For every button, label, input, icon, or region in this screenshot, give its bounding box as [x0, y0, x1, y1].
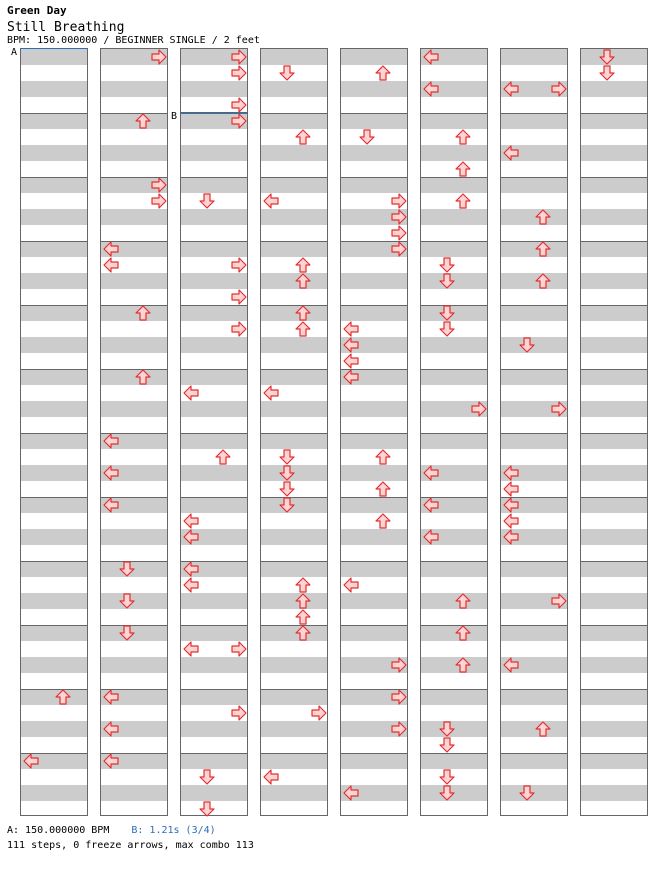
- measure-line: [581, 369, 647, 370]
- up-arrow-icon: [535, 241, 551, 257]
- measure-line: [341, 497, 407, 498]
- measure-line: [341, 113, 407, 114]
- up-arrow-icon: [295, 577, 311, 593]
- measure-line: [501, 369, 567, 370]
- up-arrow-icon: [535, 209, 551, 225]
- measure-line: [501, 561, 567, 562]
- measure-line: [181, 689, 247, 690]
- left-arrow-icon: [103, 721, 119, 737]
- left-arrow-icon: [343, 577, 359, 593]
- measure-line: [261, 561, 327, 562]
- measure-line: [421, 625, 487, 626]
- measure-line: [21, 561, 87, 562]
- footer-notes: [7, 825, 216, 836]
- right-arrow-icon: [231, 113, 247, 129]
- measure-line: [341, 625, 407, 626]
- measure-line: [21, 497, 87, 498]
- left-arrow-icon: [103, 257, 119, 273]
- left-arrow-icon: [183, 513, 199, 529]
- measure-line: [581, 177, 647, 178]
- left-arrow-icon: [263, 769, 279, 785]
- measure-line: [421, 177, 487, 178]
- song-title: Still Breathing: [7, 20, 125, 35]
- measure-line: [21, 689, 87, 690]
- measure-line: [501, 753, 567, 754]
- left-arrow-icon: [503, 497, 519, 513]
- stop-note: B: 1.21s (3/4): [131, 825, 216, 836]
- right-arrow-icon: [391, 721, 407, 737]
- chart-column: [500, 48, 568, 816]
- measure-line: [101, 113, 167, 114]
- measure-line: [421, 113, 487, 114]
- bpm-note: A: 150.000000 BPM: [7, 825, 110, 836]
- up-arrow-icon: [55, 689, 71, 705]
- measure-line: [501, 433, 567, 434]
- measure-line: [181, 433, 247, 434]
- right-arrow-icon: [391, 657, 407, 673]
- up-arrow-icon: [295, 321, 311, 337]
- up-arrow-icon: [295, 593, 311, 609]
- down-arrow-icon: [439, 305, 455, 321]
- left-arrow-icon: [503, 513, 519, 529]
- right-arrow-icon: [551, 81, 567, 97]
- up-arrow-icon: [295, 609, 311, 625]
- down-arrow-icon: [359, 129, 375, 145]
- down-arrow-icon: [279, 481, 295, 497]
- measure-line: [181, 497, 247, 498]
- measure-line: [501, 625, 567, 626]
- up-arrow-icon: [455, 193, 471, 209]
- measure-line: [341, 433, 407, 434]
- up-arrow-icon: [135, 369, 151, 385]
- measure-line: [421, 753, 487, 754]
- measure-line: [21, 113, 87, 114]
- right-arrow-icon: [231, 49, 247, 65]
- up-arrow-icon: [535, 721, 551, 737]
- measure-line: [261, 177, 327, 178]
- up-arrow-icon: [135, 305, 151, 321]
- down-arrow-icon: [119, 625, 135, 641]
- down-arrow-icon: [439, 721, 455, 737]
- down-arrow-icon: [199, 193, 215, 209]
- down-arrow-icon: [439, 257, 455, 273]
- left-arrow-icon: [263, 385, 279, 401]
- measure-line: [581, 305, 647, 306]
- up-arrow-icon: [375, 481, 391, 497]
- measure-line: [581, 689, 647, 690]
- measure-line: [21, 433, 87, 434]
- right-arrow-icon: [391, 225, 407, 241]
- right-arrow-icon: [471, 401, 487, 417]
- right-arrow-icon: [151, 49, 167, 65]
- marker-label: B: [171, 111, 178, 122]
- down-arrow-icon: [199, 769, 215, 785]
- measure-line: [261, 369, 327, 370]
- up-arrow-icon: [295, 625, 311, 641]
- down-arrow-icon: [439, 737, 455, 753]
- left-arrow-icon: [423, 465, 439, 481]
- chart-column: [580, 48, 648, 816]
- left-arrow-icon: [423, 81, 439, 97]
- down-arrow-icon: [279, 497, 295, 513]
- down-arrow-icon: [439, 785, 455, 801]
- up-arrow-icon: [295, 257, 311, 273]
- down-arrow-icon: [599, 49, 615, 65]
- measure-line: [21, 369, 87, 370]
- up-arrow-icon: [455, 161, 471, 177]
- right-arrow-icon: [391, 689, 407, 705]
- right-arrow-icon: [551, 401, 567, 417]
- down-arrow-icon: [279, 65, 295, 81]
- left-arrow-icon: [103, 497, 119, 513]
- chart-column: [180, 48, 248, 816]
- measure-line: [581, 753, 647, 754]
- left-arrow-icon: [343, 353, 359, 369]
- left-arrow-icon: [423, 529, 439, 545]
- measure-line: [21, 177, 87, 178]
- measure-line: [261, 625, 327, 626]
- measure-line: [181, 369, 247, 370]
- up-arrow-icon: [295, 273, 311, 289]
- measure-line: [101, 305, 167, 306]
- right-arrow-icon: [151, 177, 167, 193]
- right-arrow-icon: [551, 593, 567, 609]
- left-arrow-icon: [103, 241, 119, 257]
- step-stats: 111 steps, 0 freeze arrows, max combo 113: [7, 840, 254, 851]
- left-arrow-icon: [343, 369, 359, 385]
- chart-info: BPM: 150.000000 / BEGINNER SINGLE / 2 feet: [7, 35, 260, 46]
- left-arrow-icon: [103, 689, 119, 705]
- left-arrow-icon: [503, 81, 519, 97]
- measure-line: [581, 561, 647, 562]
- left-arrow-icon: [343, 337, 359, 353]
- up-arrow-icon: [375, 449, 391, 465]
- measure-line: [421, 561, 487, 562]
- down-arrow-icon: [599, 65, 615, 81]
- left-arrow-icon: [103, 465, 119, 481]
- left-arrow-icon: [423, 49, 439, 65]
- left-arrow-icon: [503, 145, 519, 161]
- down-arrow-icon: [519, 337, 535, 353]
- left-arrow-icon: [503, 465, 519, 481]
- up-arrow-icon: [535, 273, 551, 289]
- left-arrow-icon: [503, 529, 519, 545]
- artist-name: Green Day: [7, 4, 67, 17]
- up-arrow-icon: [135, 113, 151, 129]
- measure-line: [181, 305, 247, 306]
- measure-line: [501, 689, 567, 690]
- down-arrow-icon: [199, 801, 215, 817]
- measure-line: [501, 241, 567, 242]
- left-arrow-icon: [423, 497, 439, 513]
- up-arrow-icon: [295, 305, 311, 321]
- measure-line: [21, 625, 87, 626]
- measure-line: [261, 753, 327, 754]
- chart-column: [20, 48, 88, 816]
- measure-line: [501, 305, 567, 306]
- right-arrow-icon: [391, 193, 407, 209]
- marker-line: [20, 48, 88, 49]
- down-arrow-icon: [279, 449, 295, 465]
- measure-line: [421, 689, 487, 690]
- down-arrow-icon: [519, 785, 535, 801]
- right-arrow-icon: [231, 97, 247, 113]
- up-arrow-icon: [455, 129, 471, 145]
- right-arrow-icon: [311, 705, 327, 721]
- chart-column: [420, 48, 488, 816]
- measure-line: [341, 177, 407, 178]
- measure-line: [21, 305, 87, 306]
- chart-column: [100, 48, 168, 816]
- measure-line: [261, 433, 327, 434]
- up-arrow-icon: [295, 129, 311, 145]
- left-arrow-icon: [183, 529, 199, 545]
- right-arrow-icon: [151, 193, 167, 209]
- measure-line: [341, 305, 407, 306]
- up-arrow-icon: [375, 513, 391, 529]
- chart-column: [260, 48, 328, 816]
- measure-line: [181, 177, 247, 178]
- down-arrow-icon: [439, 321, 455, 337]
- up-arrow-icon: [375, 65, 391, 81]
- down-arrow-icon: [439, 273, 455, 289]
- measure-line: [181, 241, 247, 242]
- measure-line: [501, 113, 567, 114]
- measure-line: [261, 113, 327, 114]
- up-arrow-icon: [215, 449, 231, 465]
- down-arrow-icon: [119, 561, 135, 577]
- left-arrow-icon: [503, 657, 519, 673]
- measure-line: [21, 241, 87, 242]
- right-arrow-icon: [231, 705, 247, 721]
- right-arrow-icon: [391, 241, 407, 257]
- up-arrow-icon: [455, 625, 471, 641]
- measure-line: [341, 753, 407, 754]
- measure-line: [581, 497, 647, 498]
- measure-line: [421, 369, 487, 370]
- measure-line: [261, 241, 327, 242]
- measure-line: [181, 625, 247, 626]
- down-arrow-icon: [439, 769, 455, 785]
- chart-column: [340, 48, 408, 816]
- left-arrow-icon: [103, 753, 119, 769]
- up-arrow-icon: [455, 593, 471, 609]
- up-arrow-icon: [455, 657, 471, 673]
- right-arrow-icon: [231, 257, 247, 273]
- measure-line: [501, 177, 567, 178]
- measure-line: [181, 753, 247, 754]
- measure-line: [581, 241, 647, 242]
- left-arrow-icon: [103, 433, 119, 449]
- down-arrow-icon: [119, 593, 135, 609]
- left-arrow-icon: [23, 753, 39, 769]
- left-arrow-icon: [503, 481, 519, 497]
- right-arrow-icon: [231, 65, 247, 81]
- marker-line: [180, 112, 248, 113]
- left-arrow-icon: [343, 321, 359, 337]
- measure-line: [421, 241, 487, 242]
- left-arrow-icon: [343, 785, 359, 801]
- right-arrow-icon: [231, 289, 247, 305]
- measure-line: [101, 369, 167, 370]
- left-arrow-icon: [183, 561, 199, 577]
- measure-line: [341, 561, 407, 562]
- marker-label: A: [11, 47, 18, 58]
- measure-line: [421, 433, 487, 434]
- right-arrow-icon: [231, 321, 247, 337]
- left-arrow-icon: [263, 193, 279, 209]
- measure-line: [581, 625, 647, 626]
- right-arrow-icon: [231, 641, 247, 657]
- measure-line: [581, 113, 647, 114]
- down-arrow-icon: [279, 465, 295, 481]
- measure-line: [261, 689, 327, 690]
- left-arrow-icon: [183, 385, 199, 401]
- right-arrow-icon: [391, 209, 407, 225]
- measure-line: [261, 305, 327, 306]
- left-arrow-icon: [183, 641, 199, 657]
- measure-line: [581, 433, 647, 434]
- left-arrow-icon: [183, 577, 199, 593]
